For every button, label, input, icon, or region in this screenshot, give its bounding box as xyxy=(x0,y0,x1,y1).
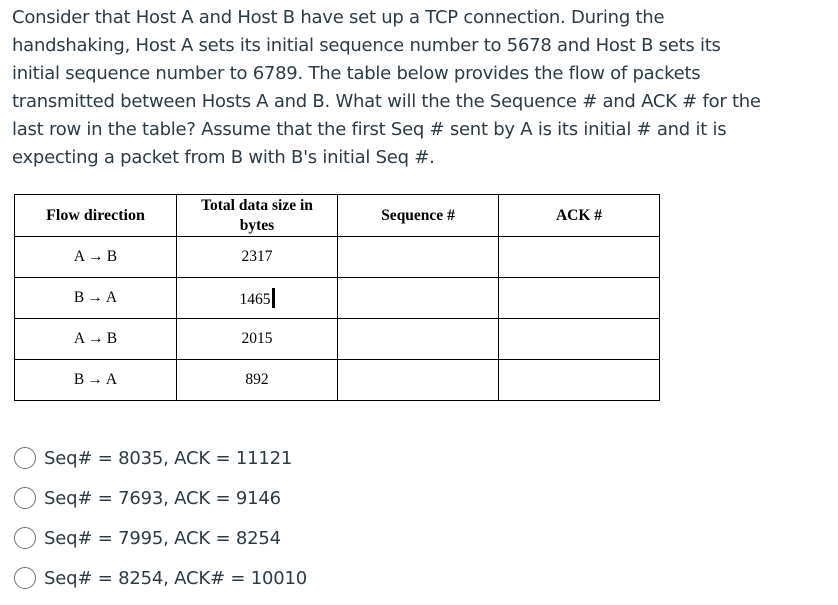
table-row xyxy=(15,237,660,278)
answer-option[interactable] xyxy=(14,558,514,598)
cell-seq xyxy=(338,278,499,319)
cell-flow: B → A xyxy=(15,278,177,319)
cell-flow: A → B xyxy=(15,237,177,278)
header-size-line1: Total data size in xyxy=(201,196,313,214)
radio-button[interactable] xyxy=(14,487,36,509)
header-ack: ACK # xyxy=(499,195,660,237)
question-line: expecting a packet from B with B's initial Seq #. xyxy=(12,147,435,168)
table-row xyxy=(15,319,660,360)
question-line: Consider that Host A and Host B have set up a TCP connection. During the xyxy=(12,7,665,28)
table-header-row xyxy=(15,195,660,237)
packet-flow-table xyxy=(14,194,660,401)
cell-size: 2317 xyxy=(177,237,338,278)
header-total-data-size xyxy=(177,195,338,237)
text-cursor-mark xyxy=(272,288,275,308)
header-size-line2: bytes xyxy=(239,216,275,234)
question-line: initial sequence number to 6789. The table below provides the flow of packets xyxy=(12,63,701,84)
header-sequence: Sequence # xyxy=(338,195,499,237)
radio-button[interactable] xyxy=(14,447,36,469)
answer-option[interactable] xyxy=(14,438,514,478)
answer-option[interactable] xyxy=(14,478,514,518)
radio-button[interactable] xyxy=(14,567,36,589)
table-row xyxy=(15,360,660,401)
header-flow-direction: Flow direction xyxy=(15,195,177,237)
cell-flow: B → A xyxy=(15,360,177,401)
cell-ack xyxy=(499,319,660,360)
question-line: transmitted between Hosts A and B. What will the the Sequence # and ACK # for the xyxy=(12,91,761,112)
answer-options xyxy=(14,438,514,598)
option-label[interactable]: Seq# = 8035, ACK = 11121 xyxy=(44,447,293,469)
question-text xyxy=(12,4,792,172)
cell-flow: A → B xyxy=(15,319,177,360)
option-label[interactable]: Seq# = 8254, ACK# = 10010 xyxy=(44,567,308,589)
cell-seq xyxy=(338,319,499,360)
cell-size-value: 1465 xyxy=(239,290,271,308)
cell-ack xyxy=(499,360,660,401)
question-line: last row in the table? Assume that the first Seq # sent by A is its initial # and it is xyxy=(12,119,727,140)
cell-seq xyxy=(338,237,499,278)
question-line: handshaking, Host A sets its initial sequence number to 5678 and Host B sets its xyxy=(12,35,721,56)
radio-button[interactable] xyxy=(14,527,36,549)
option-label[interactable]: Seq# = 7995, ACK = 8254 xyxy=(44,527,281,549)
cell-seq xyxy=(338,360,499,401)
answer-option[interactable] xyxy=(14,518,514,558)
table-row xyxy=(15,278,660,319)
cell-ack xyxy=(499,237,660,278)
cell-size xyxy=(177,278,338,319)
option-label[interactable]: Seq# = 7693, ACK = 9146 xyxy=(44,487,281,509)
cell-size: 892 xyxy=(177,360,338,401)
cell-size: 2015 xyxy=(177,319,338,360)
cell-ack xyxy=(499,278,660,319)
